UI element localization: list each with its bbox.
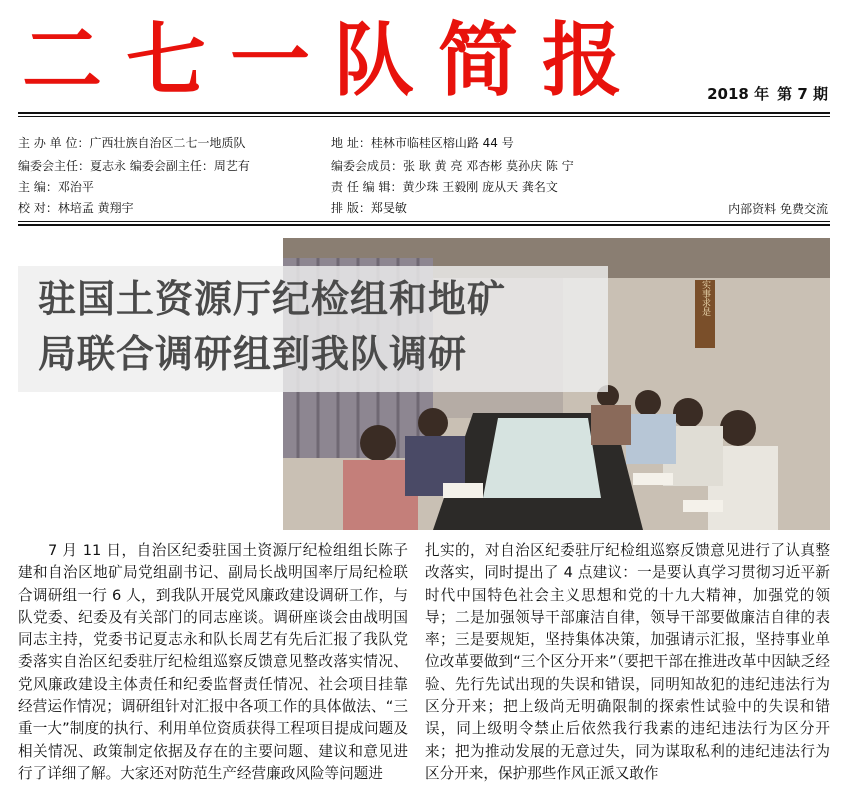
info-row-layout: 排 版：郑旻敏 <box>331 201 407 215</box>
issue-year: 2018 年 <box>707 85 770 103</box>
headline-line-2: 局联合调研组到我队调研 <box>38 332 468 376</box>
info-row-proofreader: 校 对：林培孟 黄翔宇 <box>18 201 134 215</box>
info-row-editor-in-chief: 主 编：邓治平 <box>18 180 94 194</box>
article-column-right: 扎实的，对自治区纪委驻厅纪检组巡察反馈意见进行了认真整改落实，同时提出了 4 点建议：一是要认真学习贯彻习近平新时代中国特色社会主义思想和党的十九大精神，加强党的领导；二是加强领导干部廉洁自律，领导干部要做廉洁自律的表率；三是要规矩，坚持集体决策，加强请示汇报，坚持事业单位改革要做到“三个区分开来”（要把干部在推进改革中因缺乏经验、先行先试出现的失误和错误，同明知故犯的违纪违法行为区分开来；把上级尚无明确限制的探索性试验中的失误和错误，同上级明令禁止后依然我行我素的违纪违法行为区分开来；把为推动发展的无意过失，同为谋取私利的违纪违法行为区分开来，保护那些作风正派又敢作 <box>425 542 830 782</box>
info-row-editors: 责 任 编 辑：黄少珠 王毅刚 庞从天 龚名文 <box>331 180 558 194</box>
issue-label: 第 7 期 <box>777 85 828 103</box>
info-row-director: 编委会主任：夏志永 编委会副主任：周艺有 <box>18 159 250 173</box>
masthead-title: 二七一队简报 <box>22 13 646 107</box>
internal-note: 内部资料 免费交流 <box>728 202 828 216</box>
info-row-address: 地 址：桂林市临桂区榕山路 44 号 <box>331 136 514 150</box>
plaque-text: 实事求是 <box>700 280 710 316</box>
top-rule-thick <box>18 112 830 114</box>
bottom-rule-thin <box>18 221 830 222</box>
info-row-members: 编委会成员：张 耿 黄 亮 邓杏彬 莫孙庆 陈 宁 <box>331 159 574 173</box>
article-column-left: 7 月 11 日，自治区纪委驻国土资源厅纪检组组长陈子建和自治区地矿局党组副书记、副局长战明国率厅局纪检联合调研组一行 6 人，到我队开展党风廉政建设调研工作，与队党委、纪委及有关部门的同志座谈。调研座谈会由战明国同志主持，党委书记夏志永和队长周艺有先后汇报了我队党委落实自治区纪委驻厅纪检组巡察反馈意见整改落实情况、党风廉政建设主体责任和纪委监督责任情况、社会项目挂靠经营运作情况；调研组针对汇报中各项工作的具体做法、“三重一大”制度的执行、利用单位资质获得工程项目提成问题及相关情况、政策制定依据及存在的主要问题、建议和意见进行了详细了解。大家还对防范生产经营廉政风险等问题进 <box>18 542 408 782</box>
issue-number <box>699 83 828 104</box>
headline-line-1: 驻国土资源厅纪检组和地矿 <box>38 277 507 321</box>
info-row-sponsor: 主 办 单 位：广西壮族自治区二七一地质队 <box>18 136 246 150</box>
top-rule-thin <box>18 116 830 117</box>
article-headline <box>38 272 608 382</box>
bottom-rule-thick <box>18 224 830 226</box>
